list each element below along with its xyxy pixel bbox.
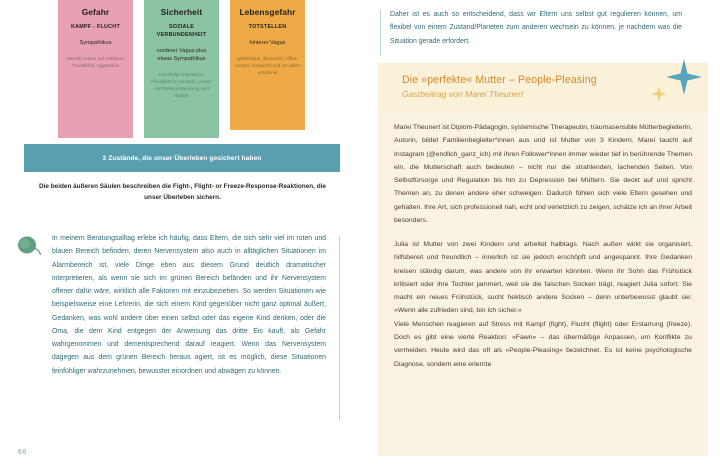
quote-rule	[339, 236, 340, 421]
column-middle: hinterer Vagus	[249, 39, 286, 46]
column-subtitle: KAMPF - FLUCHT	[70, 24, 120, 30]
polyvagal-diagram	[58, 0, 306, 172]
intro-rule	[380, 10, 381, 56]
diagram-column-lifedanger	[230, 0, 305, 130]
star-icon	[650, 85, 668, 108]
column-middle: vorderer Vagus plus etwas Sympathikus	[156, 47, 207, 63]
diagram-caption: Die beiden äußeren Säulen beschreiben die Fight-, Flight- or Freeze-Response-Reaktionen, die unser Überleben sichern.	[39, 183, 326, 202]
guest-paragraph-3: Viele Menschen reagieren auf Stress mit Kampf (fight), Flucht (flight) oder Erstarrung (freeze). Doch es gibt eine vierte Reaktion: »Fawn« – das übermäßige Anpassen, um Konflikte zu vermeiden. Heute wird das oft als »People-Pleasing« bezeichnet. Es ist keine psychologische Diagnose, sondern eine erlernte	[394, 320, 692, 368]
diagram-banner	[24, 144, 340, 172]
diagram-banner-label: 3 Zustände, die unser Überleben gesichert haben	[102, 154, 262, 162]
column-title: Lebensgefahr	[239, 7, 296, 17]
column-description: gefühlstaub, dissoziiert, hilflos, erstarrt, körperlich und vor allem emotional	[235, 56, 300, 76]
page-right	[360, 0, 720, 469]
column-description: Feinfühlige Interaktion, Flexibilität im Handeln, Lernen und Weiterentwicklung sind möglich.	[151, 72, 212, 99]
page-number-left: 66	[18, 449, 27, 456]
column-subtitle: SOZIALE VERBUNDENHEIT	[156, 24, 207, 38]
diagram-column-safety	[144, 0, 219, 138]
right-intro-text: Daher ist es auch so entscheidend, dass wir Eltern uns selbst gut regulieren können, um flexibel von einem Zustand/Planeten zum anderen wechseln zu können, je nachdem was die Situation gerade erfordert.	[390, 11, 682, 45]
column-title: Sicherheit	[160, 7, 203, 17]
guest-article-header	[378, 63, 708, 111]
left-quote-text	[52, 232, 326, 378]
column-title: Gefahr	[81, 7, 110, 17]
paragraph-spacer	[394, 227, 692, 238]
leaf-icon	[18, 236, 44, 258]
guest-article-body	[378, 111, 708, 456]
left-quote-block	[22, 232, 340, 378]
guest-paragraph-1: Marei Theunert ist Diplom-Pädagogin, systemische Therapeutin, traumasensible Mütterbegleiterin, Autorin, bildet Familienbegleiter*innen aus und ist Mutter von 3 Kindern. Marei taucht auf Instagram (@endlich_ganz_ich) mit ihren Follower*innen immer wieder tief in berührende Themen ein, die Mutterschaft auch bedeuten – nicht nur die strahlenden, lachenden Seiten. Von Selbstfürsorge und Regulation bis hin zu Depression bei Müttern. Sie deckt auf und spricht Themen an, zu denen andere eher schweigen. Dadurch fühlen sich viele Eltern gesehen und gehalten. Ihre Art, sich professionell nah, echt und verletzlich zu zeigen, schätze ich an ihrer Arbeit besonders.	[394, 124, 692, 224]
guest-article-subtitle: Gastbeitrag von Marei Theunert	[402, 89, 524, 99]
diagram-columns	[58, 0, 306, 138]
left-quote-paragraph: In meinem Beratungsalltag erlebe ich häufig, dass Eltern, die sich sehr viel im roten und blauen Bereich befinden, deren Nervensystem also auch in alltäglichen Situationen im Alarmbereich ist, viele Dinge eben aus diesem Grund deutlich dramatischer interpretieren, als wenn sie sich im grünen Bereich befänden und ihr Nervensystem offener dafür wäre, wirklich alle Faktoren mit einzubeziehen. So werden Situationen wie beispielsweise eine Lehrerin, die sich einem Kind gegenüber nicht ganz optimal äußert, Gedanken, was wohl andere über einen selbst oder das eigene Kind denken, oder die Oma, die dem Kind entgegen der Anweisung das dritte Eis kauft, als Gefahr wahrgenommen und dementsprechend darauf reagiert. Wenn das Nervensystem dagegen aus dem grünen Bereich heraus agiert, ist es möglich, diese Situationen feinfühliger wahrzunehmen, bewusster einordnen und abwägen zu können.	[52, 235, 326, 375]
guest-article-title: Die »perfekte« Mutter – People-Pleasing	[402, 74, 597, 86]
star-icon	[664, 57, 704, 102]
guest-paragraph-2: Julia ist Mutter von zwei Kindern und arbeitet halbtags. Nach außen wirkt sie organisiert, hilfsbereit und freundlich – innerlich ist sie jedoch erschöpft und angespannt. Ihre Gedanken kreisen ständig darum, was andere von ihr erwarten könnten. Wenn ihr Sohn das Frühstück kritisiert oder ihre Tochter jammert, weil sie die falschen Socken trägt, reagiert Julia sofort: Sie macht ein neues Frühstück, sucht hektisch andere Socken – denn unterbewusst glaubt sie: »Wenn alle zufrieden sind, bin ich sicher.«	[394, 241, 692, 315]
column-description: Aktivität, Fokus auf Gefahren; Tunnelblick, Aggression	[65, 56, 126, 69]
right-intro-block	[390, 8, 682, 48]
column-subtitle: TOTSTELLEN	[248, 24, 287, 30]
column-middle: Sympathikus	[79, 39, 112, 46]
diagram-column-danger	[58, 0, 133, 138]
